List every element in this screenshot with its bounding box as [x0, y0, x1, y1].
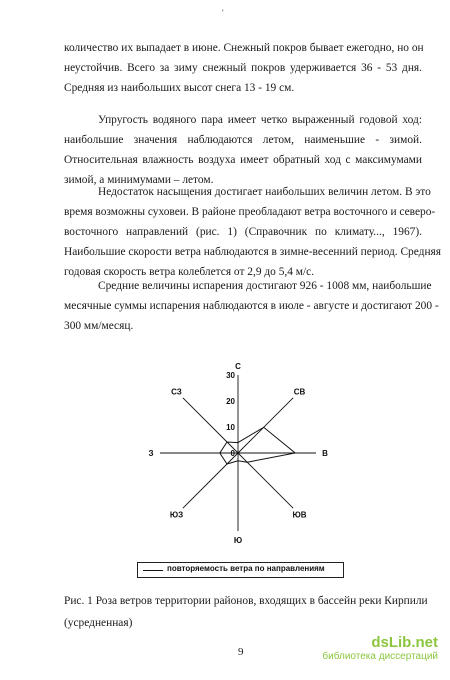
tick-label-10: 10	[226, 423, 235, 432]
text-line: месячные суммы испарения наблюдаются в июле - августе и достигают 200 -	[64, 300, 439, 312]
text-line: Средняя из наибольших высот снега 13 - 19 см.	[64, 82, 295, 94]
page-number: 9	[238, 646, 244, 658]
text-line: зимой, а минимумами – летом.	[64, 174, 214, 186]
text-line: наибольшие значения наблюдаются летом, наименьшие - зимой.	[64, 134, 422, 146]
chart-ticks	[226, 371, 235, 458]
text-line: восточного направлений (рис. 1) (Справочник по климату..., 1967).	[64, 226, 422, 238]
paragraph-snow	[64, 38, 422, 98]
legend-label: повторяемость ветра по направлениям	[167, 564, 325, 573]
tick-label-20: 20	[226, 397, 235, 406]
text-line: количество их выпадает в июне. Снежный покров бывает ежегодно, но он	[64, 42, 424, 54]
wind-rose-chart	[148, 362, 350, 568]
direction-label-4: ЮВ	[292, 510, 307, 520]
text-line: Наибольшие скорости ветра наблюдаются в зимне-весенний период. Средняя	[64, 246, 442, 258]
tick-label-0: 0	[230, 449, 235, 458]
text-line: 300 мм/месяц.	[64, 320, 134, 332]
paragraph-evaporation	[64, 276, 439, 336]
direction-label-7: З	[148, 449, 154, 458]
text-line: время возможны суховеи. В районе преобладают ветра восточного и северо-	[64, 206, 436, 218]
caption-line: Рис. 1 Роза ветров территории районов, входящих в бассейн реки Кирпили	[64, 595, 428, 607]
axis-line-6	[183, 453, 238, 508]
watermark	[322, 634, 438, 662]
page-mark: '	[222, 8, 224, 18]
chart-legend	[137, 562, 344, 578]
text-line: Недостаток насыщения достигает наибольших величин летом. В это	[98, 186, 431, 198]
direction-label-8: СЗ	[171, 387, 182, 397]
text-line: Относительная влажность воздуха имеет обратный ход с максимумами	[64, 154, 422, 166]
axis-line-4	[238, 453, 293, 508]
direction-label-6: ЮЗ	[169, 510, 184, 520]
legend-swatch	[143, 570, 163, 571]
direction-label-5: Ю	[233, 536, 243, 545]
text-line: годовая скорость ветра колеблется от 2,9 до 5,4 м/с.	[64, 266, 315, 278]
caption-line: (усредненная)	[64, 617, 133, 629]
tick-label-30: 30	[226, 371, 235, 380]
paragraph-saturation	[64, 182, 442, 282]
text-line: Упругость водяного пара имеет четко выраженный годовой ход:	[98, 114, 422, 126]
watermark-brand: dsLib.net	[371, 634, 438, 651]
text-line: Средние величины испарения достигают 926 - 1008 мм, наибольшие	[98, 280, 432, 292]
text-line: неустойчив. Всего за зиму снежный покров удерживается 36 - 53 дня.	[64, 62, 422, 74]
direction-label-2: СВ	[293, 387, 306, 397]
figure-caption	[64, 590, 428, 634]
direction-label-1: С	[235, 362, 241, 371]
direction-label-3: В	[322, 449, 328, 458]
watermark-subtitle: библиотека диссертаций	[322, 651, 438, 662]
paragraph-vapor	[64, 110, 422, 190]
